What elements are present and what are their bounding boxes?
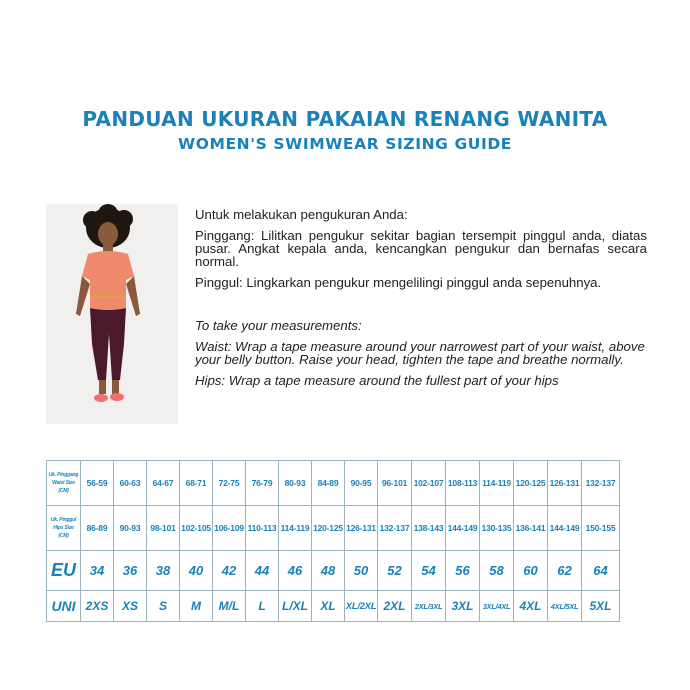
uni-header: UNI [47,591,81,622]
table-cell: 102-107 [412,461,446,506]
hips-row [47,506,620,551]
table-cell: 90-93 [114,506,147,551]
table-cell: 3XL [446,591,480,622]
instructions-waist-id: Pinggang: Lilitkan pengukur sekitar bagian tersempit pinggul anda, diatas pusar. Angkat kepala anda, kencangkan pengukur dan bernafas secara normal. [195,228,647,269]
instructions-intro-id: Untuk melakukan pengukuran Anda: [195,207,408,222]
table-cell: 150-155 [582,506,620,551]
table-cell: 56-59 [81,461,114,506]
table-cell: 36 [114,551,147,591]
table-cell: 5XL [582,591,620,622]
table-cell: 120-125 [514,461,548,506]
table-cell: 96-101 [378,461,412,506]
table-cell: 106-109 [213,506,246,551]
table-cell: 50 [345,551,378,591]
table-cell: 110-113 [246,506,279,551]
table-cell: 98-101 [147,506,180,551]
table-cell: L [246,591,279,622]
table-cell: 4XL/5XL [548,591,582,622]
table-cell: XL/2XL [345,591,378,622]
table-cell: 52 [378,551,412,591]
table-cell: 2XS [81,591,114,622]
page-subtitle: WOMEN'S SWIMWEAR SIZING GUIDE [178,135,512,153]
table-cell: L/XL [279,591,312,622]
table-cell: 114-119 [279,506,312,551]
model-photo [46,204,178,424]
table-cell: 102-105 [180,506,213,551]
table-cell: 144-149 [446,506,480,551]
table-cell: 138-143 [412,506,446,551]
table-cell: 2XL [378,591,412,622]
table-cell: 84-89 [312,461,345,506]
table-cell: 62 [548,551,582,591]
uni-row [47,591,620,622]
eu-header: EU [47,551,81,591]
table-cell: XL [312,591,345,622]
waist-row [47,461,620,506]
table-cell: 114-119 [480,461,514,506]
table-cell: 56 [446,551,480,591]
table-cell: 90-95 [345,461,378,506]
table-cell: 4XL [514,591,548,622]
table-cell: M [180,591,213,622]
size-table [46,460,620,622]
table-cell: 60-63 [114,461,147,506]
table-cell: 86-89 [81,506,114,551]
table-cell: M/L [213,591,246,622]
table-cell: 130-135 [480,506,514,551]
table-cell: 58 [480,551,514,591]
table-cell: 64-67 [147,461,180,506]
table-cell: 2XL/3XL [412,591,446,622]
table-cell: 126-131 [345,506,378,551]
table-cell: 40 [180,551,213,591]
table-cell: S [147,591,180,622]
table-cell: 136-141 [514,506,548,551]
table-cell: 64 [582,551,620,591]
table-cell: 126-131 [548,461,582,506]
table-cell: 76-79 [246,461,279,506]
table-cell: 48 [312,551,345,591]
table-cell: 132-137 [582,461,620,506]
table-cell: 72-75 [213,461,246,506]
title-block [0,106,690,155]
table-cell: 120-125 [312,506,345,551]
table-cell: 34 [81,551,114,591]
table-cell: 42 [213,551,246,591]
woman-model-icon [46,204,178,424]
table-cell: 108-113 [446,461,480,506]
table-cell: 68-71 [180,461,213,506]
instructions-intro-en: To take your measurements: [195,318,362,333]
eu-row [47,551,620,591]
table-cell: 54 [412,551,446,591]
table-cell: 60 [514,551,548,591]
table-cell: 46 [279,551,312,591]
instructions-hips-en: Hips: Wrap a tape measure around the fullest part of your hips [195,373,559,388]
table-cell: 3XL/4XL [480,591,514,622]
instructions-hips-id: Pinggul: Lingkarkan pengukur mengelilingi pinggul anda sepenuhnya. [195,275,602,290]
waist-header: Uk. Pinggang Waist Size (CM) [47,461,81,506]
table-cell: XS [114,591,147,622]
table-cell: 132-137 [378,506,412,551]
table-cell: 80-93 [279,461,312,506]
page-title: PANDUAN UKURAN PAKAIAN RENANG WANITA [82,107,608,131]
hips-header: Uk. Pinggul Hips Size (CM) [47,506,81,551]
table-cell: 38 [147,551,180,591]
instructions-waist-en: Waist: Wrap a tape measure around your narrowest part of your waist, above your belly button. Raise your head, tighten the tape and breathe normally. [195,339,645,367]
measurement-instructions [195,208,647,395]
table-cell: 144-149 [548,506,582,551]
table-cell: 44 [246,551,279,591]
